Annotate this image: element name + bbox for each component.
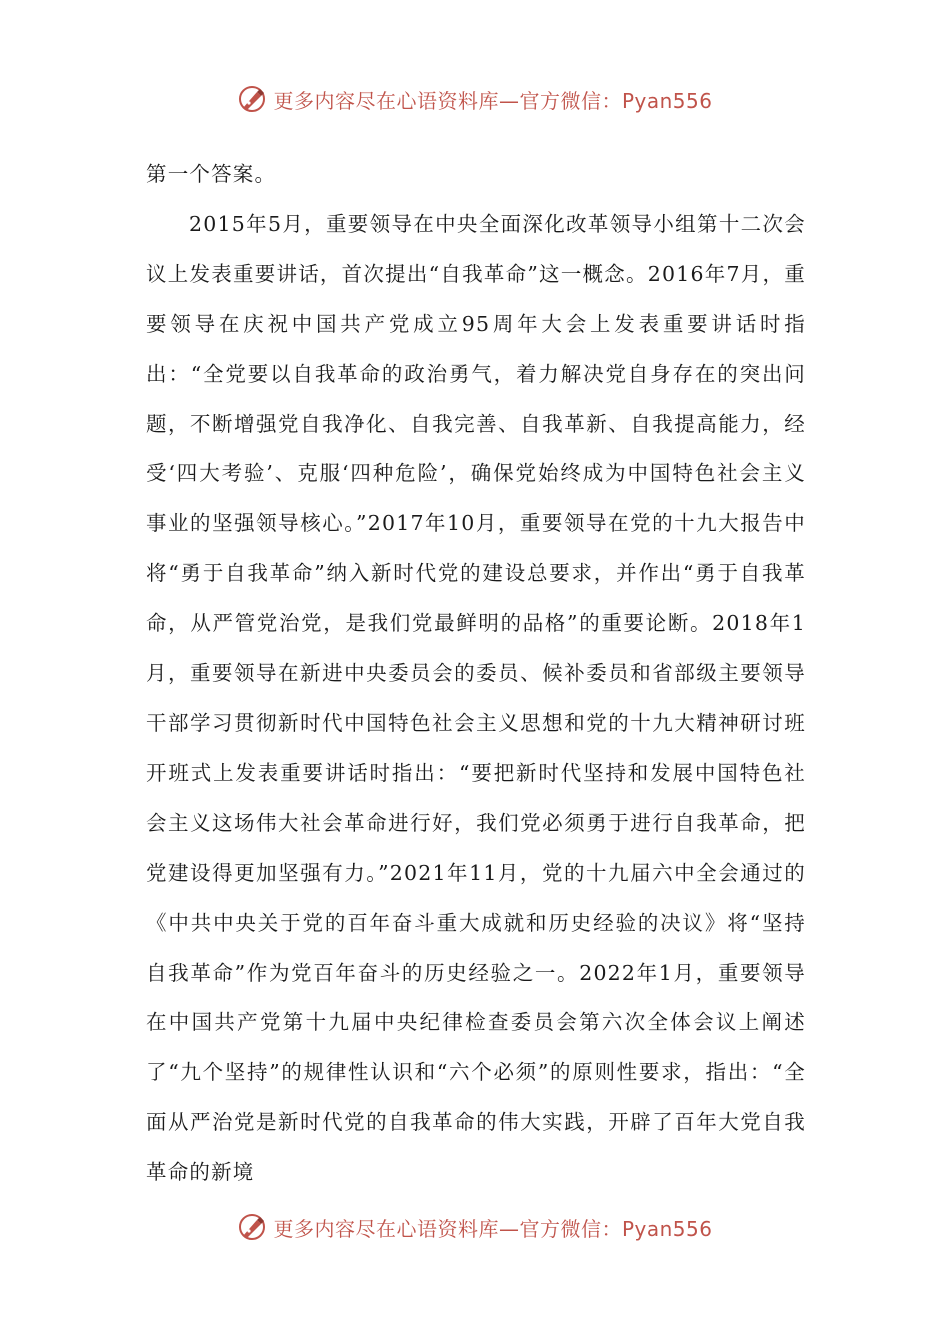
- pen-nib-icon: [237, 84, 267, 114]
- paragraph-self-revolution-history: 2015年5月，重要领导在中央全面深化改革领导小组第十二次会议上发表重要讲话，首次提出“自我革命”这一概念。2016年7月，重要领导在庆祝中国共产党成立95周年大会上发表重要讲话时指出：“全党要以自我革命的政治勇气，着力解决党自身存在的突出问题，不断增强党自我净化、自我完善、自我革新、自我提高能力，经受‘四大考验’、克服‘四种危险’，确保党始终成为中国特色社会主义事业的坚强领导核心。”2017年10月，重要领导在党的十九大报告中将“勇于自我革命”纳入新时代党的建设总要求，并作出“勇于自我革命，从严管党治党，是我们党最鲜明的品格”的重要论断。2018年1月，重要领导在新进中央委员会的委员、候补委员和省部级主要领导干部学习贯彻新时代中国特色社会主义思想和党的十九大精神研讨班开班式上发表重要讲话时指出：“要把新时代坚持和发展中国特色社会主义这场伟大社会革命进行好，我们党必须勇于进行自我革命，把党建设得更加坚强有力。”2021年11月，党的十九届六中全会通过的《中共中央关于党的百年奋斗重大成就和历史经验的决议》将“坚持自我革命”作为党百年奋斗的历史经验之一。2022年1月，重要领导在中国共产党第十九届中央纪律检查委员会第六次全体会议上阐述了“九个坚持”的规律性认识和“六个必须”的原则性要求，指出：“全面从严治党是新时代党的自我革命的伟大实践，开辟了百年大党自我革命的新境: [146, 211, 806, 1185]
- footer-watermark: [0, 1212, 950, 1242]
- paragraph-continuation: 第一个答案。: [146, 162, 277, 186]
- pen-nib-icon: [237, 1212, 267, 1242]
- header-watermark: [0, 84, 950, 114]
- watermark-text: 更多内容尽在心语资料库—官方微信：Pyan556: [273, 88, 713, 113]
- document-body: [146, 150, 806, 1198]
- watermark-text: 更多内容尽在心语资料库—官方微信：Pyan556: [273, 1216, 713, 1241]
